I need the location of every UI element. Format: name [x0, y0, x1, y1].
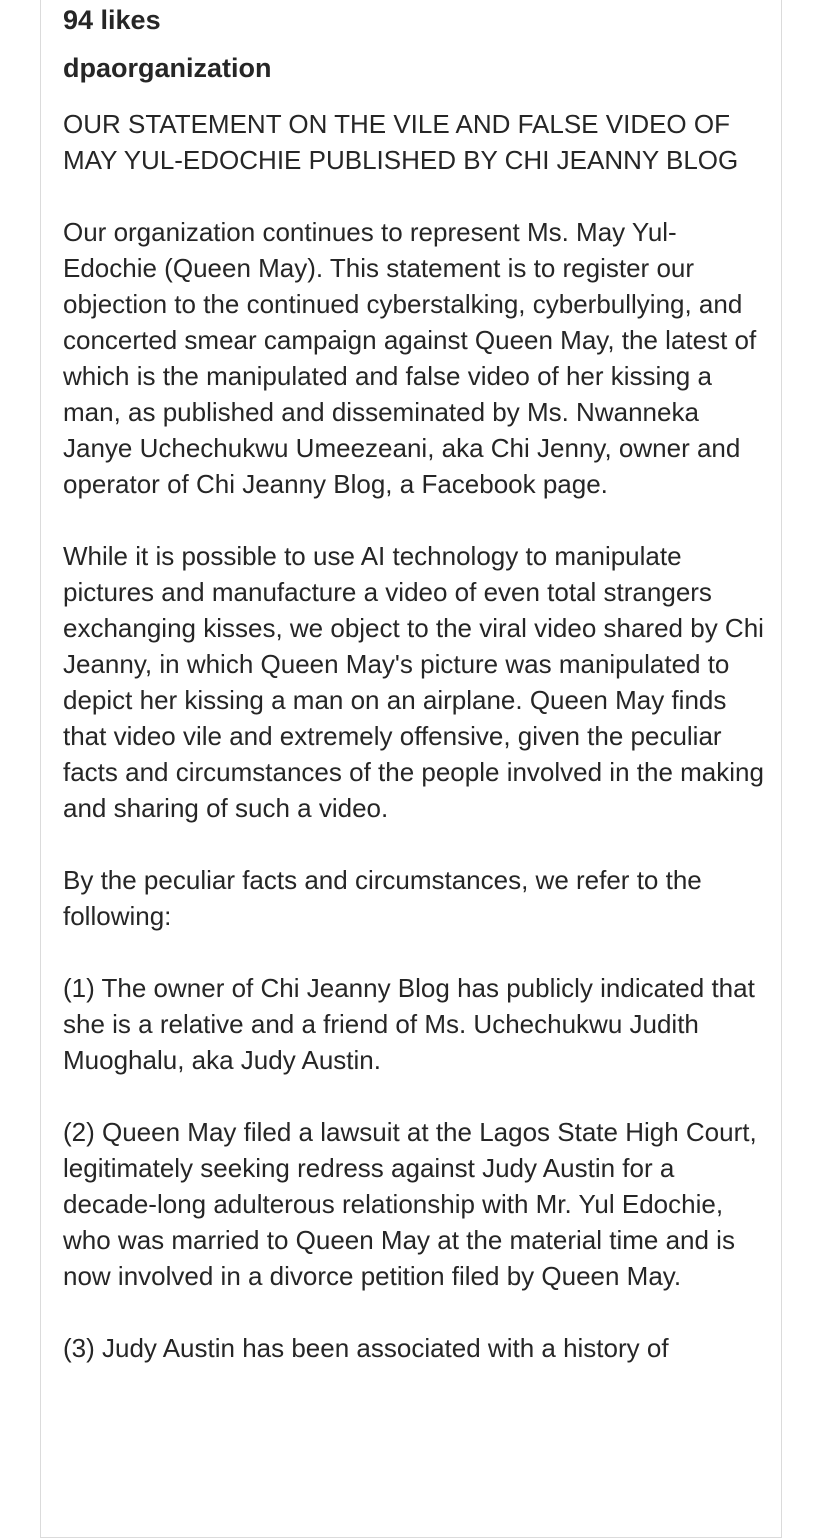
- caption-paragraph: (3) Judy Austin has been associated with a history of: [63, 1333, 669, 1363]
- post-content: [63, 4, 765, 1402]
- caption-paragraph: OUR STATEMENT ON THE VILE AND FALSE VIDEO OF MAY YUL-EDOCHIE PUBLISHED BY CHI JEANNY BLOG: [63, 109, 739, 175]
- caption-paragraph: While it is possible to use AI technology to manipulate pictures and manufacture a video of even total strangers exchanging kisses, we object to the viral video shared by Chi Jeanny, in which Queen May's picture was manipulated to depict her kissing a man on an airplane. Queen May finds that video vile and extremely offensive, given the peculiar facts and circumstances of the people involved in the making and sharing of such a video.: [63, 541, 764, 823]
- caption-paragraph: By the peculiar facts and circumstances, we refer to the following:: [63, 865, 702, 931]
- likes-count[interactable]: 94 likes: [63, 5, 161, 35]
- caption-paragraph: (1) The owner of Chi Jeanny Blog has publicly indicated that she is a relative and a friend of Ms. Uchechukwu Judith Muoghalu, aka Judy Austin.: [63, 973, 755, 1075]
- post-caption: [63, 106, 765, 1366]
- caption-paragraph: (2) Queen May filed a lawsuit at the Lagos State High Court, legitimately seeking redress against Judy Austin for a decade-long adulterous relationship with Mr. Yul Edochie, who was married to Queen May at the material time and is now involved in a divorce petition filed by Queen May.: [63, 1117, 757, 1291]
- username[interactable]: dpaorganization: [63, 53, 272, 83]
- caption-paragraph: Our organization continues to represent Ms. May Yul-Edochie (Queen May). This statement is to register our objection to the continued cyberstalking, cyberbullying, and concerted smear campaign against Queen May, the latest of which is the manipulated and false video of her kissing a man, as published and disseminated by Ms. Nwanneka Janye Uchechukwu Umeezeani, aka Chi Jenny, owner and operator of Chi Jeanny Blog, a Facebook page.: [63, 217, 757, 499]
- post-card: [40, 0, 782, 1538]
